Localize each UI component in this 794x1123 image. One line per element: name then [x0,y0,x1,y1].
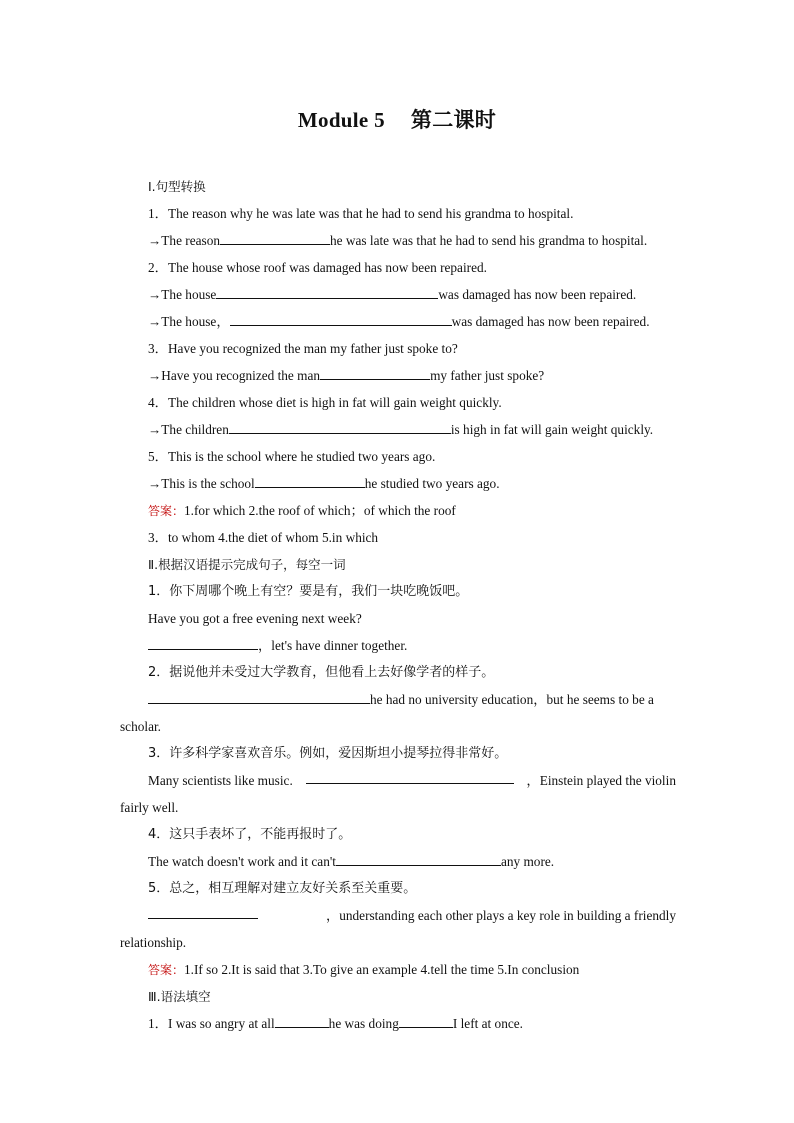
completion-line: ，understanding each other plays a key role in building a friendly [120,902,676,929]
completion-line-cont: fairly well. [120,800,179,815]
rewrite-line: →This is the school he studied two years ago. [120,470,676,497]
worksheet-body [120,173,676,1037]
exercise-sentence: 5．This is the school where he studied two years ago. [148,449,436,464]
answer-blank[interactable] [255,473,365,488]
chinese-prompt: 4．这只手表坏了，不能再报时了。 [148,827,352,842]
chinese-prompt: 1．你下周哪个晚上有空？要是有，我们一块吃晚饭吧。 [148,584,469,599]
section-heading-2: Ⅱ.根据汉语提示完成句子，每空一词 [148,557,346,572]
chinese-prompt: 2．据说他并未受过大学教育，但他看上去好像学者的样子。 [148,665,495,680]
rewrite-line: →The house was damaged has now been repaired. [120,281,676,308]
chinese-prompt: 3．许多科学家喜欢音乐。例如，爱因斯坦小提琴拉得非常好。 [148,746,508,761]
answer-blank[interactable] [148,635,258,650]
rewrite-line: →The reason he was late was that he had to send his grandma to hospital. [120,227,676,254]
exercise-sentence: 1．The reason why he was late was that he had to send his grandma to hospital. [148,206,574,221]
answer-blank[interactable] [216,284,438,299]
answer-blank[interactable] [306,767,514,784]
chinese-prompt: 5．总之，相互理解对建立友好关系至关重要。 [148,881,417,896]
section-heading-3: Ⅲ.语法填空 [148,989,211,1004]
rewrite-line: →The house， was damaged has now been repaired. [120,308,676,335]
section-heading-1: Ⅰ.句型转换 [148,179,206,194]
page-title [0,104,794,134]
rewrite-line: →The children is high in fat will gain weight quickly. [120,416,676,443]
answer-blank[interactable] [148,902,258,919]
answer-label: 答案： [148,963,185,977]
completion-line-cont: scholar. [120,719,161,734]
answer-blank[interactable] [399,1013,453,1028]
answer-label: 答案： [148,504,185,518]
exercise-sentence: 4．The children whose diet is high in fat will gain weight quickly. [148,395,502,410]
completion-line: Many scientists like music. ，Einstein played the violin [120,767,676,794]
completion-line-cont: relationship. [120,935,187,950]
answer-blank[interactable] [229,419,451,434]
answer-blank[interactable] [336,851,501,866]
exercise-sentence: 3．Have you recognized the man my father just spoke to? [148,341,458,356]
lesson-label: 第二课时 [410,108,497,132]
grammar-fill-line: 1．I was so angry at all he was doing I left at once. [120,1010,676,1037]
answer-blank[interactable] [230,311,452,326]
answer-key-1-cont: 3．to whom 4.the diet of whom 5.in which [148,530,379,545]
completion-line: The watch doesn't work and it can't any more. [120,848,676,875]
exercise-sentence: 2．The house whose roof was damaged has now been repaired. [148,260,487,275]
answer-blank[interactable] [220,230,330,245]
answer-blank[interactable] [320,365,430,380]
completion-line: ，let's have dinner together. [120,632,676,659]
completion-line: he had no university education，but he seems to be a [120,686,676,713]
answer-blank[interactable] [275,1013,329,1028]
answer-key-2: 答案：1.If so 2.It is said that 3.To give an example 4.tell the time 5.In conclusion [148,962,580,977]
answer-key-1: 答案：1.for which 2.the roof of which；of which the roof [148,503,456,518]
rewrite-line: →Have you recognized the man my father just spoke? [120,362,676,389]
answer-blank[interactable] [148,689,370,704]
english-sentence: Have you got a free evening next week? [148,611,362,626]
module-label: Module 5 [297,108,385,132]
